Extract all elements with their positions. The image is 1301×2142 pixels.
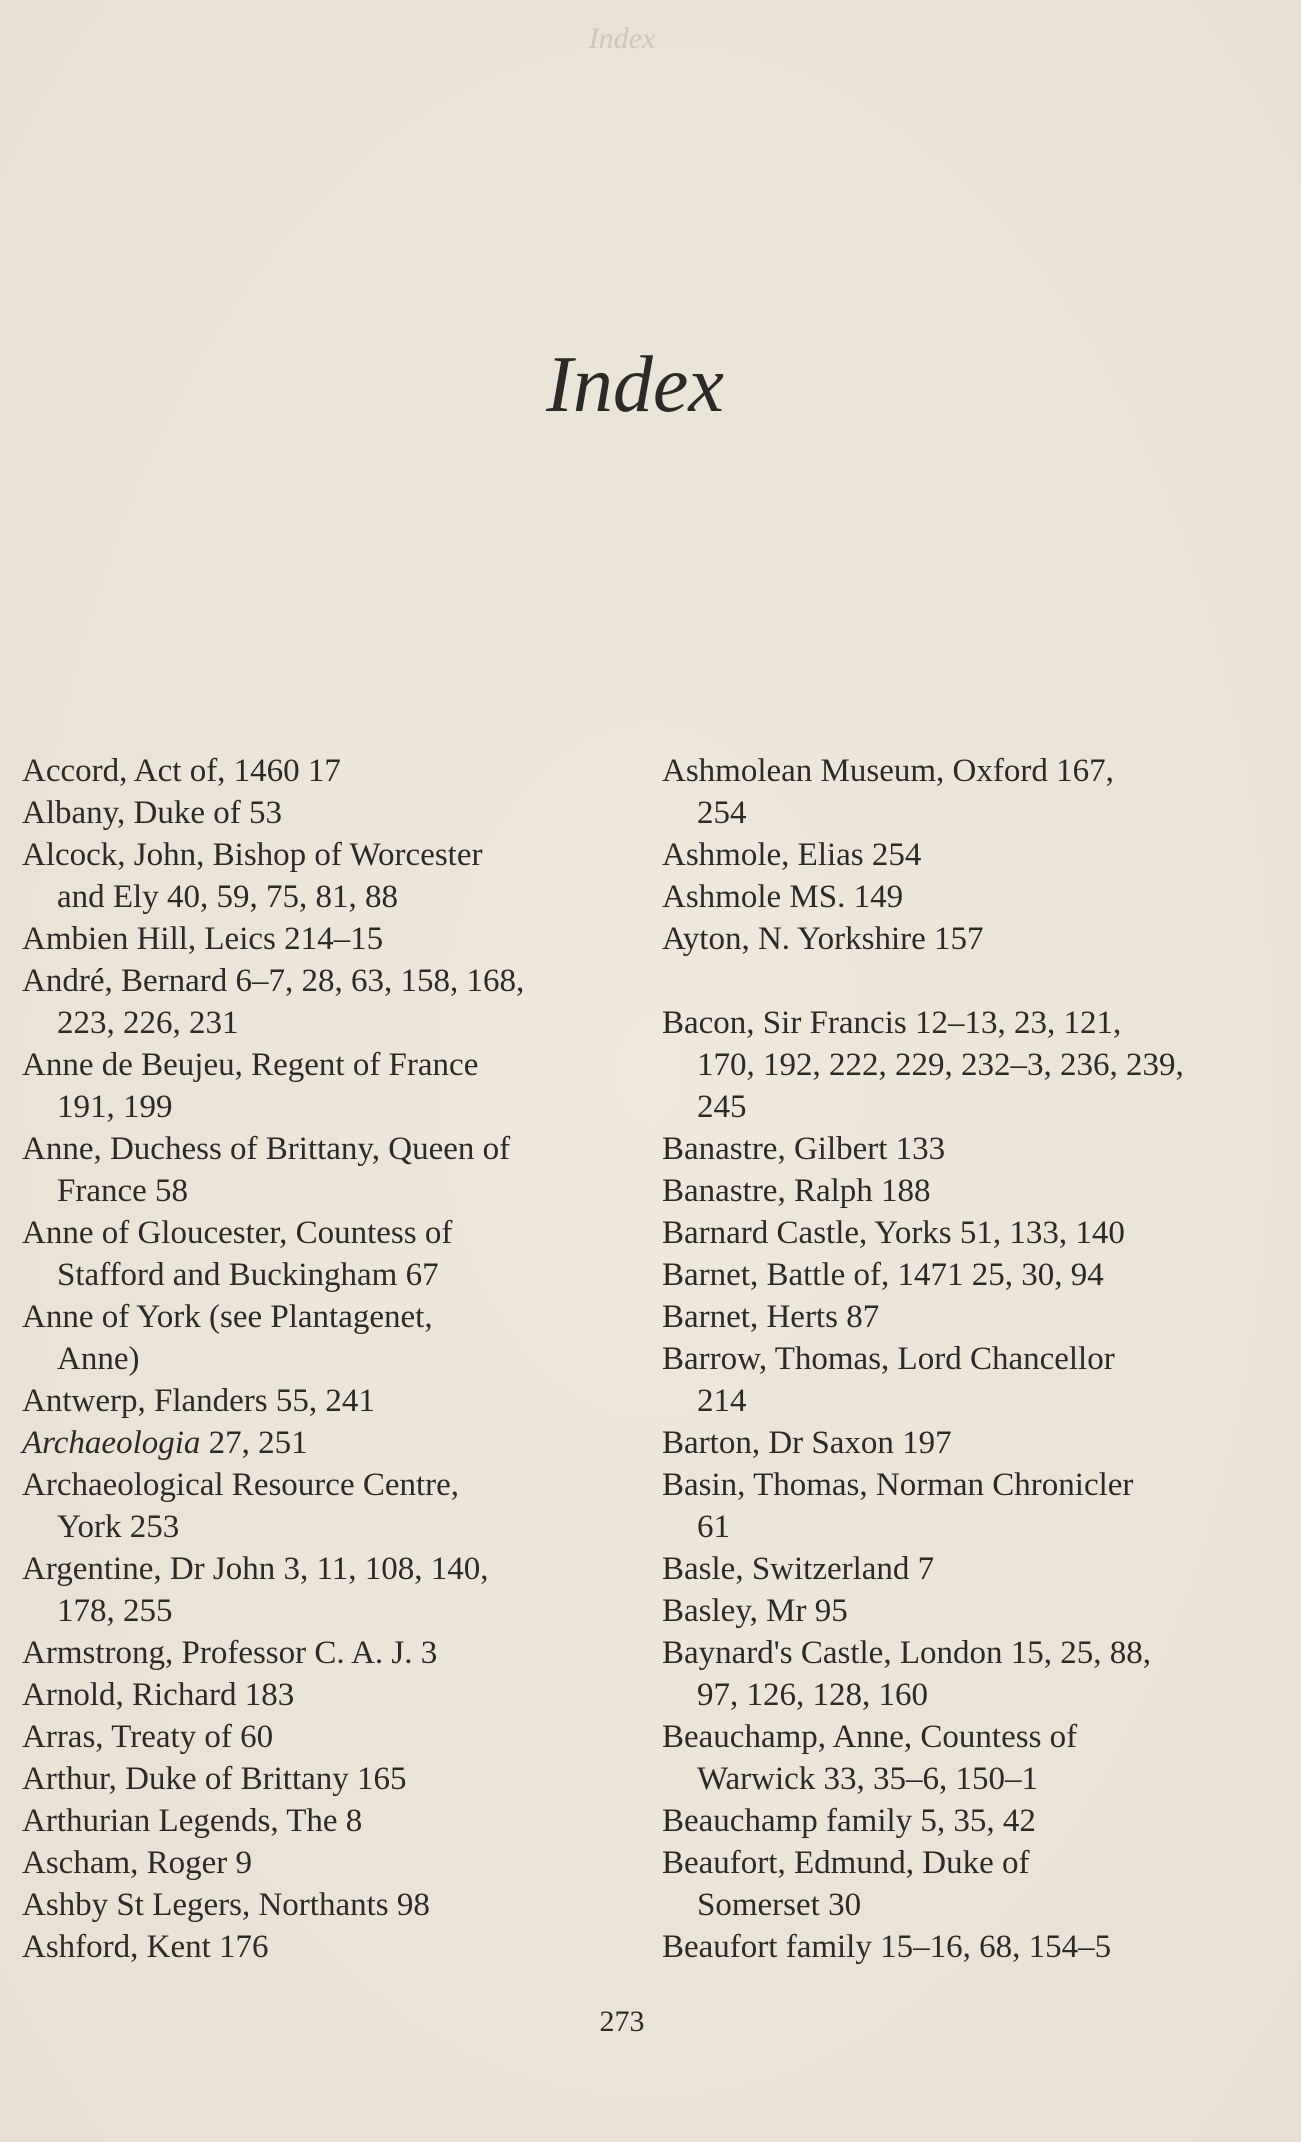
index-entry-text: 27, 251 <box>200 1425 308 1461</box>
index-entry-text: Baynard's Castle, London 15, 25, 88, <box>662 1635 1151 1671</box>
index-entry-line <box>662 1590 1292 1632</box>
index-entry-continuation <box>22 1170 642 1212</box>
index-entry <box>22 1380 642 1422</box>
index-entry-text: Arthurian Legends, The 8 <box>22 1803 363 1839</box>
index-entry <box>662 1800 1292 1842</box>
index-entry-text: Anne of York (see Plantagenet, <box>22 1299 433 1335</box>
index-entry-text: 61 <box>697 1509 730 1545</box>
index-entry-line <box>662 1800 1292 1842</box>
index-entry-continuation <box>662 1674 1292 1716</box>
index-entry-text: Ascham, Roger 9 <box>22 1845 253 1881</box>
index-entry-text: Arras, Treaty of 60 <box>22 1719 274 1755</box>
index-entry-text: Arthur, Duke of Brittany 165 <box>22 1761 407 1797</box>
index-entry <box>22 1044 642 1128</box>
index-entry <box>662 1002 1292 1128</box>
index-entry-line <box>22 792 642 834</box>
index-entry-continuation <box>22 1338 642 1380</box>
index-entry-line <box>662 876 1292 918</box>
index-entry-line <box>22 1380 642 1422</box>
index-entry-line <box>662 1338 1292 1380</box>
index-entry-text: 254 <box>697 795 747 831</box>
index-entry-continuation <box>22 1590 642 1632</box>
index-entry-text: and Ely 40, 59, 75, 81, 88 <box>57 879 398 915</box>
index-entry-line <box>22 1884 642 1926</box>
index-entry-text: York 253 <box>57 1509 180 1545</box>
index-entry-continuation <box>662 1758 1292 1800</box>
index-entry-text: Barnet, Herts 87 <box>662 1299 880 1335</box>
index-entry <box>662 1926 1292 1968</box>
index-entry-line <box>662 1548 1292 1590</box>
index-entry-continuation <box>22 1506 642 1548</box>
index-entry <box>662 1590 1292 1632</box>
index-entry <box>662 1170 1292 1212</box>
index-entry-line <box>22 1674 642 1716</box>
index-entry-text: Ashmolean Museum, Oxford 167, <box>662 753 1114 789</box>
index-entry-line <box>22 960 642 1002</box>
index-entry-text: Banastre, Ralph 188 <box>662 1173 931 1209</box>
page-number: 273 <box>599 2005 645 2038</box>
index-entry-text: Anne) <box>57 1341 140 1377</box>
index-entry-text: André, Bernard 6–7, 28, 63, 158, 168, <box>22 963 525 999</box>
index-entry-continuation <box>662 792 1292 834</box>
index-entry-continuation <box>662 1044 1292 1086</box>
index-entry-line <box>662 1464 1292 1506</box>
index-entry-text: Archaeological Resource Centre, <box>22 1467 460 1503</box>
index-entry-line <box>22 1632 642 1674</box>
index-entry <box>662 1632 1292 1716</box>
index-entry-text: Antwerp, Flanders 55, 241 <box>22 1383 375 1419</box>
index-entry <box>22 1464 642 1548</box>
index-entry <box>22 1842 642 1884</box>
index-entry-text: Basle, Switzerland 7 <box>662 1551 935 1587</box>
index-entry-line <box>662 834 1292 876</box>
index-entry-text: 245 <box>697 1089 747 1125</box>
index-entry <box>662 876 1292 918</box>
index-entry-continuation <box>22 1002 642 1044</box>
index-entry-text: Ashmole, Elias 254 <box>662 837 922 873</box>
index-entry-line <box>22 1758 642 1800</box>
index-entry <box>662 918 1292 960</box>
index-entry-text: Banastre, Gilbert 133 <box>662 1131 946 1167</box>
index-entry <box>662 1338 1292 1422</box>
index-entry-text: Anne of Gloucester, Countess of <box>22 1215 453 1251</box>
index-entry-text: 178, 255 <box>57 1593 173 1629</box>
index-entry-line <box>662 1170 1292 1212</box>
index-entry-line <box>22 1422 642 1464</box>
index-entry <box>22 1800 642 1842</box>
index-entry <box>22 792 642 834</box>
index-entry-continuation <box>662 1086 1292 1128</box>
page-title: Index <box>546 341 724 429</box>
index-entry-text: Argentine, Dr John 3, 11, 108, 140, <box>22 1551 489 1587</box>
index-entry-line <box>662 1212 1292 1254</box>
index-entry-text: 223, 226, 231 <box>57 1005 239 1041</box>
index-entry <box>662 834 1292 876</box>
index-entry <box>662 1128 1292 1170</box>
index-entry-line <box>22 1212 642 1254</box>
index-entry-line <box>22 834 642 876</box>
index-entry <box>662 1422 1292 1464</box>
index-entry-line <box>662 750 1292 792</box>
index-entry-text: Basley, Mr 95 <box>662 1593 848 1629</box>
index-entry <box>22 1422 642 1464</box>
index-entry-line <box>662 1128 1292 1170</box>
index-entry <box>22 1716 642 1758</box>
index-column-left <box>22 750 642 1968</box>
index-entry-text: 191, 199 <box>57 1089 173 1125</box>
index-entry <box>662 1842 1292 1926</box>
index-entry-text: Stafford and Buckingham 67 <box>57 1257 439 1293</box>
index-entry <box>22 1632 642 1674</box>
index-entry-text: Barton, Dr Saxon 197 <box>662 1425 952 1461</box>
index-entry-continuation <box>22 1086 642 1128</box>
index-entry <box>22 750 642 792</box>
index-entry-text: Barnet, Battle of, 1471 25, 30, 94 <box>662 1257 1104 1293</box>
index-entry-line <box>22 1800 642 1842</box>
index-entry-line <box>22 1842 642 1884</box>
index-entry <box>22 918 642 960</box>
index-entry-line <box>662 1422 1292 1464</box>
index-entry-text: France 58 <box>57 1173 189 1209</box>
index-entry-text: Barrow, Thomas, Lord Chancellor <box>662 1341 1115 1377</box>
index-entry-text: Albany, Duke of 53 <box>22 795 282 831</box>
index-entry-text: Bacon, Sir Francis 12–13, 23, 121, <box>662 1005 1122 1041</box>
index-entry-text: Ashford, Kent 176 <box>22 1929 269 1965</box>
running-head: Index <box>588 22 656 55</box>
index-entry-continuation <box>662 1380 1292 1422</box>
index-entry-text: Barnard Castle, Yorks 51, 133, 140 <box>662 1215 1125 1251</box>
index-entry-text: Beauchamp, Anne, Countess of <box>662 1719 1078 1755</box>
index-entry <box>22 834 642 918</box>
index-entry <box>662 1212 1292 1254</box>
index-entry <box>22 960 642 1044</box>
index-entry-continuation <box>22 1254 642 1296</box>
index-entry <box>662 1296 1292 1338</box>
index-entry-text: Ashmole MS. 149 <box>662 879 904 915</box>
index-entry-line <box>662 1716 1292 1758</box>
index-entry <box>662 1254 1292 1296</box>
index-entry <box>662 1464 1292 1548</box>
index-entry-text: Accord, Act of, 1460 17 <box>22 753 341 789</box>
index-entry-text: 214 <box>697 1383 747 1419</box>
index-entry-line <box>22 1044 642 1086</box>
index-entry-line <box>662 1254 1292 1296</box>
index-entry <box>22 1884 642 1926</box>
index-entry <box>22 1674 642 1716</box>
index-entry <box>22 1758 642 1800</box>
index-entry-line <box>662 1296 1292 1338</box>
index-entry-text: Anne de Beujeu, Regent of France <box>22 1047 479 1083</box>
index-entry-line <box>22 1464 642 1506</box>
index-entry <box>22 1128 642 1212</box>
index-entry-text: Armstrong, Professor C. A. J. 3 <box>22 1635 438 1671</box>
index-entry <box>662 1548 1292 1590</box>
index-column-right <box>662 750 1292 1968</box>
index-entry-line <box>662 1002 1292 1044</box>
index-entry <box>662 1716 1292 1800</box>
index-entry-continuation <box>662 1884 1292 1926</box>
index-entry-text: Warwick 33, 35–6, 150–1 <box>697 1761 1039 1797</box>
index-entry-text: Basin, Thomas, Norman Chronicler <box>662 1467 1134 1503</box>
index-entry <box>662 750 1292 834</box>
index-entry-continuation <box>22 876 642 918</box>
index-entry-line <box>662 918 1292 960</box>
index-entry-text: Beauchamp family 5, 35, 42 <box>662 1803 1036 1839</box>
index-entry-text: Arnold, Richard 183 <box>22 1677 295 1713</box>
index-entry-text: Somerset 30 <box>697 1887 862 1923</box>
index-entry-text: 97, 126, 128, 160 <box>697 1677 928 1713</box>
index-entry-line <box>662 1926 1292 1968</box>
index-entry-line <box>662 1632 1292 1674</box>
index-entry <box>22 1926 642 1968</box>
index-entry <box>22 1548 642 1632</box>
index-entry-text: Beaufort, Edmund, Duke of <box>662 1845 1030 1881</box>
index-entry-italic-title: Archaeologia <box>22 1425 201 1461</box>
index-entry-text: Anne, Duchess of Brittany, Queen of <box>22 1131 511 1167</box>
index-entry <box>22 1212 642 1296</box>
index-entry <box>22 1296 642 1380</box>
index-entry-text: Ashby St Legers, Northants 98 <box>22 1887 430 1923</box>
letter-group-spacer <box>662 960 1292 1002</box>
index-entry-text: Ayton, N. Yorkshire 157 <box>662 921 984 957</box>
index-entry-text: Alcock, John, Bishop of Worcester <box>22 837 483 873</box>
index-entry-text: Beaufort family 15–16, 68, 154–5 <box>662 1929 1112 1965</box>
index-entry-line <box>662 1842 1292 1884</box>
index-entry-text: Ambien Hill, Leics 214–15 <box>22 921 384 957</box>
index-entry-line <box>22 918 642 960</box>
index-entry-line <box>22 1296 642 1338</box>
index-entry-line <box>22 1128 642 1170</box>
index-entry-continuation <box>662 1506 1292 1548</box>
index-entry-text: 170, 192, 222, 229, 232–3, 236, 239, <box>697 1047 1184 1083</box>
index-entry-line <box>22 1926 642 1968</box>
index-entry-line <box>22 1548 642 1590</box>
index-entry-line <box>22 750 642 792</box>
index-entry-line <box>22 1716 642 1758</box>
